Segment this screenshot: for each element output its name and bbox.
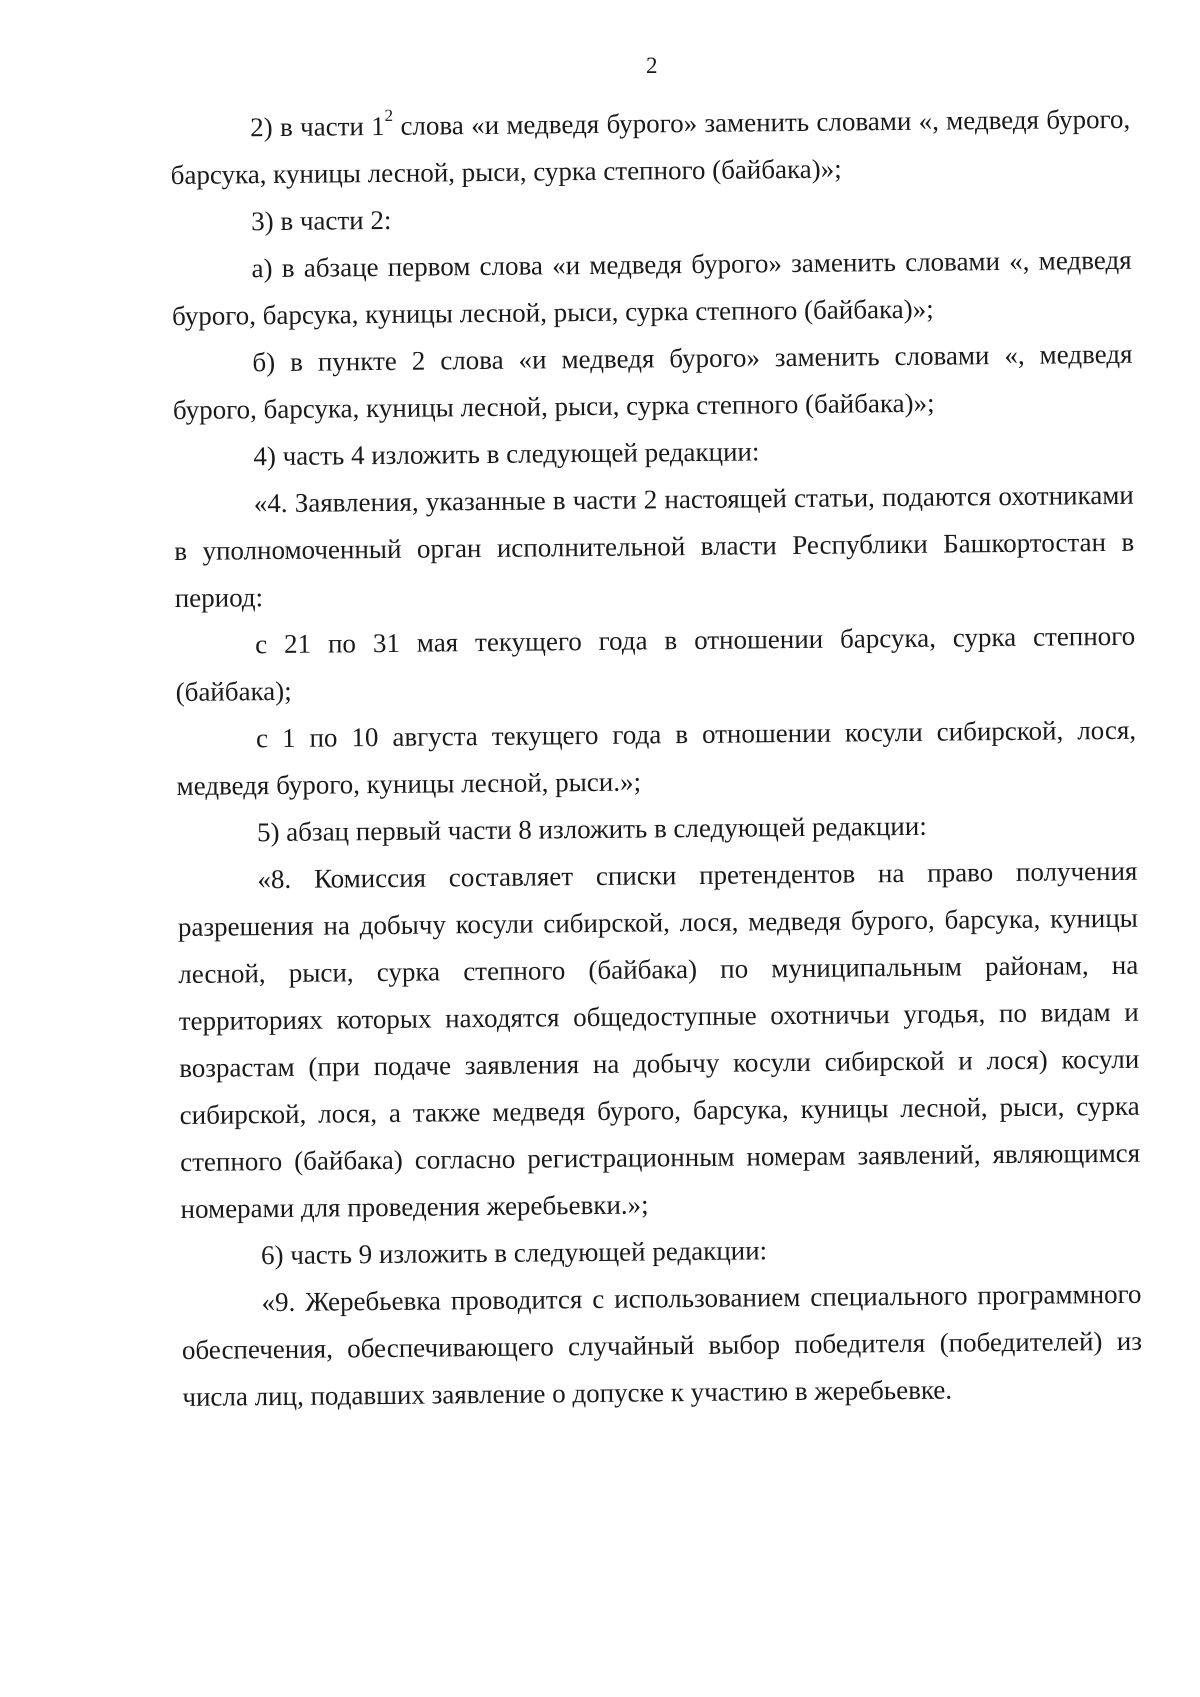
item-2-text-b: слова «и медведя бурого» заменить словами «, медведя бурого, барсука, куницы лесной, рыси, сурка степного (байбака)»; [170,103,1131,190]
item-4: 4) часть 4 изложить в следующей редакции: [253,436,760,472]
item-4-quote-2: с 21 по 31 мая текущего года в отношении барсука, сурка степного (байбака); [175,620,1136,707]
item-5-quote: «8. Комиссия составляет списки претендентов на право получения разрешения на добычу косули сибирской, лося, медведя бурого, барсука, куницы лесной, рыси, сурка степного (байбака) по муниципальным районам, на территориях которых находятся общедоступные охотничьи угодья, по видам и возрастам (при подаче заявления на добычу косули сибирской и лося) косули сибирской, лося, а также медведя бурого, барсука, куницы лесной, рыси, сурка степного (байбака) согласно регистрационным номерам заявлений, являющимся номерами для проведения жеребьевки.»; [177,855,1141,1224]
item-3a: а) в абзаце первом слова «и медведя бурого» заменить словами «, медведя бурого, барсука, куницы лесной, рыси, сурка степного (байбака)»; [171,244,1132,331]
item-2-text-a: 2) в части 1 [250,110,385,143]
document-body [170,96,1143,1421]
item-6: 6) часть 9 изложить в следующей редакции: [260,1235,768,1271]
item-4-quote-1: «4. Заявления, указанные в части 2 настоящей статьи, подаются охотниками в уполномоченный орган исполнительной власти Республики Башкортостан в период: [174,479,1135,613]
item-2 [170,96,1131,199]
item-2-superscript: 2 [384,105,394,125]
item-3b: б) в пункте 2 слова «и медведя бурого» заменить словами «, медведя бурого, барсука, куницы лесной, рыси, сурка степного (байбака)»; [172,338,1133,425]
item-5: 5) абзац первый части 8 изложить в следующей редакции: [256,810,927,848]
item-6-quote: «9. Жеребьевка проводится с использованием специального программного обеспечения, обеспечивающего случайный выбор победителя (победителей) из числа лиц, подавших заявление о допуске к участию в жеребьевке. [181,1278,1143,1412]
item-4-quote-3: с 1 по 10 августа текущего года в отношении косули сибирской, лося, медведя бурого, куницы лесной, рыси.»; [176,714,1137,801]
page-number: 2 [646,53,658,78]
item-3: 3) в части 2: [250,204,392,237]
